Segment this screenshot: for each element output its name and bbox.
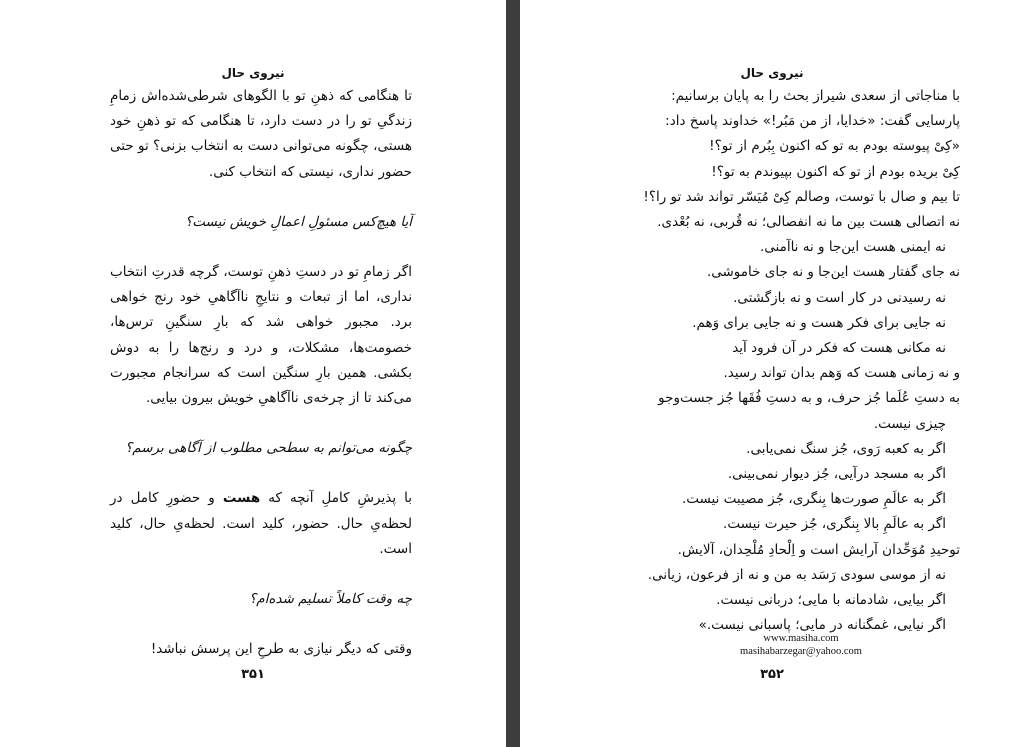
contact-block: [736, 632, 866, 658]
poem-line: اگر به عالَمِ بالا بِنگری، جُز حیرت نیست.: [723, 516, 946, 533]
poem-line: اگر به کعبه رَوی، جُز سنگ نمی‌یابی.: [746, 440, 946, 457]
paragraph-1: تا هنگامی که ذهنِ تو با الگوهای شرطی‌شده‌اش زمامِ زندگیِ تو را در دست دارد، تا هنگامی که تو ذهنِ خود هستی، چگونه می‌توانی دست به انتخاب بزنی؟ تو حتی حضور نداری، نیستی که انتخاب کنی.: [110, 88, 412, 180]
paragraph-3-end: و حضورِ کامل در لحظه‌یِ حال. حضور، کلید است. لحظه‌یِ حال، کلید است.: [110, 490, 412, 557]
poem-line: به دستِ عُلَما جُز حرف، و به دستِ فُقَها جُز جست‌وجو: [658, 390, 960, 407]
poem-line: نه اتصالی هست بین ما نه انفصالی؛ نه قُربی، نه بُعْدی.: [657, 214, 960, 231]
paragraph-3-start: با پذیرشِ کاملِ آنچه که: [268, 490, 413, 507]
poem-line: نه مکانی هست که فکر در آن فرود آید: [732, 340, 946, 357]
page-number-right: ۳۵۲: [760, 667, 784, 682]
poem-line: پارسایی گفت: «خدایا، از من مَبُر!» خداوند پاسخ داد:: [665, 113, 960, 130]
poem-line: اگر به مسجد درآیی، جُز دیوار نمی‌بینی.: [727, 466, 946, 483]
running-header-right: نیروی حال: [740, 66, 804, 80]
poem-line: نه جای گفتار هست این‌جا و نه جای خاموشی.: [706, 264, 960, 281]
question-1: آیا هیچ‌کس مسئولِ اعمالِ خویش نیست؟: [185, 213, 412, 230]
question-2: چگونه می‌توانم به سطحی مطلوب از آگاهی برسم؟: [125, 440, 412, 457]
poem-line: و نه زمانی هست که وَهم بدان تواند رسید.: [723, 365, 960, 382]
right-body: [630, 84, 960, 638]
poem-line: تا بیم و صال با توست، وصالم کِیْ مُیَسّر تواند شد تو را؟!: [643, 188, 960, 205]
left-body: [110, 84, 412, 662]
paragraph-2: اگر زمامِ تو در دستِ ذهنِ توست، گرچه قدرتِ انتخاب نداری، اما از تبعات و نتایجِ ناآگاهیِ خود رنج خواهی برد. مجبور خواهی شد که بارِ سنگینِ ترس‌ها، خصومت‌ها، مشکلات، و درد و رنج‌ها را به دوش بکشی. همین بارِ سنگین است که سرانجام مجبورت می‌کند تا از چرخه‌ی ناآگاهیِ خویش بیرون بیایی.: [110, 264, 412, 407]
right-page: [520, 0, 1024, 747]
website-text: www.masiha.com: [763, 633, 839, 644]
email-text: masihabarzegar@yahoo.com: [740, 646, 862, 657]
page-number-left: ۳۵۱: [241, 667, 265, 682]
paragraph-4: وقتی که دیگر نیازی به طرحِ این پرسش نباشد!: [150, 641, 412, 658]
paragraph-3: [110, 486, 412, 562]
poem-line: اگر به عالَمِ صورت‌ها بِنگری، جُز مصیبت نیست.: [681, 491, 946, 508]
running-header-left: نیروی حال: [221, 66, 285, 80]
left-page: [0, 0, 506, 747]
poem-line: نه از موسی سودی رَسَد به من و نه از فرعون، زیانی.: [647, 566, 946, 583]
question-3: چه وقت کاملاً تسلیم شده‌ام؟: [249, 591, 412, 608]
poem-line: با مناجاتی از سعدی شیراز بحث را به پایان برسانیم:: [671, 88, 960, 104]
poem-line: اگر بیایی، شادمانه با مایی؛ دربانی نیست.: [716, 592, 946, 609]
poem-line: اگر نیایی، غمگنانه در مایی؛ پاسبانی نیست.»: [698, 617, 946, 634]
poem-line: کِیْ بریده بودم از تو که اکنون بپیوندم به تو؟!: [711, 163, 960, 180]
paragraph-3-emphasis: هست: [222, 490, 261, 507]
poem-line: «کِیْ پیوسته بودم به تو که اکنون بِبُرم از تو؟!: [709, 138, 960, 155]
book-gutter: [506, 0, 520, 747]
poem-line: چیزی نیست.: [873, 415, 946, 432]
poem-line: نه جایی برای فکر هست و نه جایی برای وَهم.: [692, 314, 946, 331]
poem-line: توحیدِ مُوَحِّدان آرایش است و اِلْحادِ مُلْحِدان، آلایش.: [677, 541, 960, 558]
poem-line: نه رسیدنی در کار است و نه بازگشتی.: [733, 289, 946, 306]
poem-line: نه ایمنی هست این‌جا و نه ناآمنی.: [759, 239, 946, 256]
